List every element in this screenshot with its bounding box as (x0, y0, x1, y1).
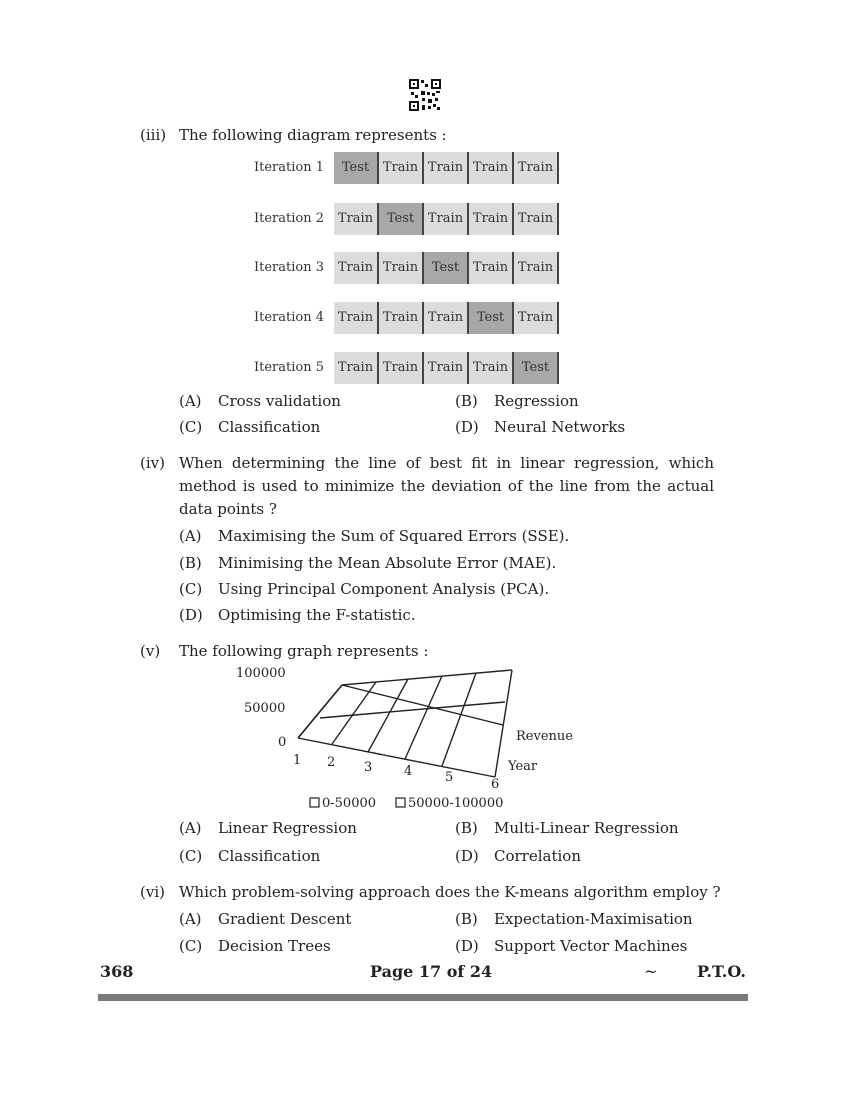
z-tick-label: 0 (278, 735, 287, 750)
option-letter: (B) (455, 392, 478, 410)
fold-cell: Test (334, 152, 379, 184)
fold-cell: Train (514, 203, 559, 235)
iteration-label: Iteration 4 (254, 310, 325, 325)
x-tick-label: 5 (445, 770, 454, 785)
diag-line (298, 685, 342, 738)
option-letter: (A) (179, 910, 202, 928)
fold-cell: Train (334, 302, 379, 334)
pto-label: P.T.O. (697, 962, 746, 981)
option-text: Multi-Linear Regression (494, 819, 679, 837)
fold-cell: Train (469, 352, 514, 384)
fold-cell: Train (469, 152, 514, 184)
option-letter: (C) (179, 580, 203, 598)
fold-cell: Train (334, 203, 379, 235)
question-prompt: Which problem-solving approach does the K-means algorithm employ ? (179, 883, 721, 901)
question-prompt: The following graph represents : (179, 642, 429, 660)
option-text: Cross validation (218, 392, 341, 410)
z-tick-label: 100000 (236, 666, 286, 681)
iteration-label: Iteration 3 (254, 260, 325, 275)
fold-cell: Train (379, 352, 424, 384)
option-text: Decision Trees (218, 937, 331, 955)
option-text: Correlation (494, 847, 581, 865)
option-letter: (C) (179, 937, 203, 955)
option-text: Gradient Descent (218, 910, 352, 928)
option-letter: (C) (179, 847, 203, 865)
fold-cell: Train (469, 203, 514, 235)
fold-cell: Train (334, 252, 379, 284)
fold-cell: Train (424, 152, 469, 184)
option-text: Support Vector Machines (494, 937, 688, 955)
fold-cell: Test (424, 252, 469, 284)
fold-cell: Train (514, 252, 559, 284)
iteration-row (334, 203, 559, 235)
option-letter: (A) (179, 527, 202, 545)
fold-cell: Train (379, 302, 424, 334)
grid-line (368, 679, 408, 752)
fold-cell: Train (379, 252, 424, 284)
option-letter: (D) (455, 937, 479, 955)
surface-chart (220, 660, 600, 810)
question-number: (vi) (140, 883, 165, 901)
option-text: Classification (218, 847, 321, 865)
option-text: Linear Regression (218, 819, 357, 837)
option-letter: (D) (455, 418, 479, 436)
question-number: (iii) (140, 126, 167, 144)
legend-label: 50000-100000 (408, 796, 504, 810)
x-tick-label: 6 (491, 777, 500, 792)
option-letter: (B) (455, 910, 478, 928)
paper-code: 368 (100, 962, 134, 981)
legend-swatch (396, 798, 405, 807)
option-text: Minimising the Mean Absolute Error (MAE). (218, 554, 557, 572)
qr-code-icon (408, 78, 442, 112)
grid-line (405, 676, 442, 759)
x-tick-label: 1 (293, 753, 302, 768)
fold-cell: Train (469, 252, 514, 284)
question-number: (v) (140, 642, 161, 660)
question-prompt: When determining the line of best fit in linear regression, which method is used to minimize the deviation of the line from the actual data points ? (179, 454, 714, 518)
fold-cell: Test (469, 302, 514, 334)
option-text: Neural Networks (494, 418, 626, 436)
question-prompt: The following diagram represents : (179, 126, 447, 144)
option-text: Expectation-Maximisation (494, 910, 693, 928)
fold-cell: Train (514, 152, 559, 184)
iteration-row (334, 252, 559, 284)
mid-line (320, 702, 505, 718)
iteration-label: Iteration 1 (254, 160, 325, 175)
chart-legend (310, 796, 503, 810)
iteration-row (334, 152, 559, 184)
iteration-label: Iteration 5 (254, 360, 325, 375)
z-axis-label: Revenue (516, 729, 573, 744)
fold-cell: Train (424, 352, 469, 384)
fold-cell: Test (379, 203, 424, 235)
page-number: Page 17 of 24 (370, 962, 493, 981)
z-tick-label: 50000 (244, 701, 286, 716)
option-letter: (B) (179, 554, 202, 572)
fold-cell: Test (514, 352, 559, 384)
option-text: Optimising the F-statistic. (218, 606, 416, 624)
option-letter: (D) (455, 847, 479, 865)
fold-cell: Train (424, 203, 469, 235)
question-number: (iv) (140, 454, 165, 472)
iteration-row (334, 352, 559, 384)
x-tick-label: 2 (327, 755, 336, 770)
option-text: Regression (494, 392, 579, 410)
legend-label: 0-50000 (322, 796, 377, 810)
fold-cell: Train (379, 152, 424, 184)
fold-cell: Train (514, 302, 559, 334)
x-tick-label: 4 (404, 764, 413, 779)
option-letter: (A) (179, 819, 202, 837)
option-letter: (C) (179, 418, 203, 436)
x-axis-label: Year (508, 759, 538, 774)
option-letter: (A) (179, 392, 202, 410)
option-letter: (D) (179, 606, 203, 624)
footer-rule (98, 994, 748, 1001)
grid-line (332, 682, 376, 744)
iteration-row (334, 302, 559, 334)
fold-cell: Train (334, 352, 379, 384)
top-edge (342, 670, 512, 685)
x-tick-label: 3 (364, 760, 373, 775)
iteration-label: Iteration 2 (254, 211, 325, 226)
tilde-mark: ~ (644, 962, 658, 981)
option-text: Maximising the Sum of Squared Errors (SSE). (218, 527, 570, 545)
option-text: Using Principal Component Analysis (PCA). (218, 580, 550, 598)
legend-swatch (310, 798, 319, 807)
fold-cell: Train (424, 302, 469, 334)
grid-line (442, 673, 476, 766)
option-text: Classification (218, 418, 321, 436)
option-letter: (B) (455, 819, 478, 837)
